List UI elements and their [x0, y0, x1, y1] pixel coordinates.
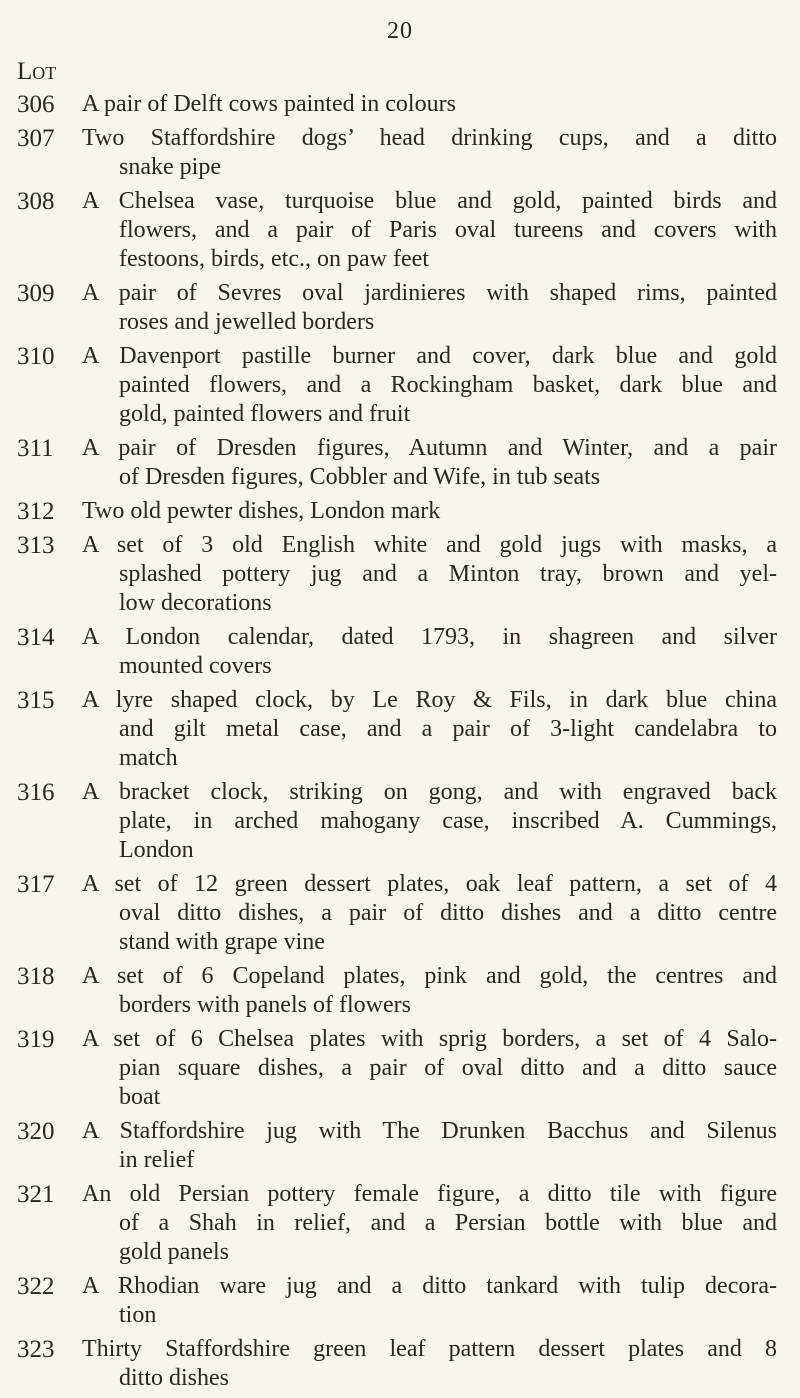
lot-description-line: A set of 6 Chelsea plates with sprig borders, a set of 4 Salo- — [82, 1026, 777, 1052]
lot-description-line: borders with panels of flowers — [119, 992, 411, 1018]
lot-number: 313 — [17, 532, 55, 559]
lot-description — [82, 1272, 777, 1330]
lot-description — [82, 870, 777, 957]
lot-number: 312 — [17, 498, 55, 525]
lot-number: 321 — [17, 1181, 55, 1208]
lot-list — [0, 90, 800, 1398]
lot-entry — [0, 90, 800, 119]
lot-description-line: A London calendar, dated 1793, in shagreen and silver — [82, 624, 777, 650]
lot-description-line: stand with grape vine — [119, 929, 325, 955]
lot-description-line: plate, in arched mahogany case, inscribed A. Cummings, — [119, 808, 777, 834]
lot-column-heading: Lot — [17, 58, 57, 85]
lot-description-line: A Chelsea vase, turquoise blue and gold, painted birds and — [82, 188, 777, 214]
lot-description — [82, 90, 777, 119]
lot-description-line: Two Staffordshire dogs’ head drinking cups, and a ditto — [82, 125, 777, 151]
lot-entry — [0, 342, 800, 429]
lot-description — [82, 124, 777, 182]
lot-description-line: A pair of Sevres oval jardinieres with shaped rims, painted — [82, 280, 777, 306]
lot-description-line: and gilt metal case, and a pair of 3-light candelabra to — [119, 716, 777, 742]
lot-description — [82, 497, 777, 526]
lot-entry — [0, 1025, 800, 1112]
lot-entry — [0, 962, 800, 1020]
lot-description — [82, 623, 777, 681]
lot-description-line: boat — [119, 1084, 161, 1110]
lot-number: 318 — [17, 963, 55, 990]
lot-description — [82, 1180, 777, 1267]
lot-number: 322 — [17, 1273, 55, 1300]
lot-entry — [0, 124, 800, 182]
lot-description-line: match — [119, 745, 178, 771]
lot-description — [82, 1335, 777, 1393]
lot-description-line: painted flowers, and a Rockingham basket, dark blue and — [119, 372, 777, 398]
lot-description — [82, 342, 777, 429]
lot-description-line: ditto dishes — [119, 1365, 230, 1391]
lot-number: 308 — [17, 188, 55, 215]
page-number: 20 — [387, 18, 413, 44]
lot-description — [82, 531, 777, 618]
lot-number: 314 — [17, 624, 55, 651]
lot-entry — [0, 1180, 800, 1267]
lot-entry — [0, 434, 800, 492]
lot-number: 323 — [17, 1336, 55, 1363]
lot-number: 311 — [17, 435, 54, 462]
lot-number: 310 — [17, 343, 55, 370]
lot-entry — [0, 778, 800, 865]
lot-description — [82, 434, 777, 492]
lot-description-line: An old Persian pottery female figure, a ditto tile with figure — [82, 1181, 777, 1207]
lot-entry — [0, 1272, 800, 1330]
lot-description — [82, 686, 777, 773]
lot-number: 309 — [17, 280, 55, 307]
lot-entry — [0, 279, 800, 337]
lot-description-line: Two old pewter dishes, London mark — [82, 498, 441, 524]
lot-description-line: gold panels — [119, 1239, 229, 1265]
lot-description-line: of a Shah in relief, and a Persian bottle with blue and — [119, 1210, 777, 1236]
lot-entry — [0, 1117, 800, 1175]
lot-description-line: A Davenport pastille burner and cover, dark blue and gold — [82, 343, 777, 369]
lot-entry — [0, 623, 800, 681]
lot-number: 307 — [17, 125, 55, 152]
lot-entry — [0, 531, 800, 618]
lot-description — [82, 962, 777, 1020]
lot-number: 316 — [17, 779, 55, 806]
lot-description-line: snake pipe — [119, 154, 221, 180]
lot-description-line: A set of 6 Copeland plates, pink and gold, the centres and — [82, 963, 777, 989]
lot-description — [82, 1117, 777, 1175]
lot-description-line: mounted covers — [119, 653, 272, 679]
lot-description-line: A lyre shaped clock, by Le Roy & Fils, in dark blue china — [82, 687, 777, 713]
lot-entry — [0, 870, 800, 957]
lot-description-line: A Rhodian ware jug and a ditto tankard with tulip decora- — [82, 1273, 777, 1299]
lot-description-line: oval ditto dishes, a pair of ditto dishes and a ditto centre — [119, 900, 777, 926]
lot-description-line: A bracket clock, striking on gong, and with engraved back — [82, 779, 777, 805]
lot-description-line: of Dresden figures, Cobbler and Wife, in tub seats — [119, 464, 601, 490]
lot-number: 306 — [17, 91, 55, 118]
lot-description-line: in relief — [119, 1147, 195, 1173]
lot-description-line: flowers, and a pair of Paris oval tureens and covers with — [119, 217, 777, 243]
lot-description-line: gold, painted flowers and fruit — [119, 401, 411, 427]
lot-entry — [0, 686, 800, 773]
lot-number: 319 — [17, 1026, 55, 1053]
lot-description-line: splashed pottery jug and a Minton tray, brown and yel- — [119, 561, 777, 587]
lot-description-line: festoons, birds, etc., on paw feet — [119, 246, 429, 272]
lot-description-line: London — [119, 837, 194, 863]
lot-entry — [0, 187, 800, 274]
lot-description-line: Thirty Staffordshire green leaf pattern dessert plates and 8 — [82, 1336, 777, 1362]
lot-description — [82, 279, 777, 337]
lot-description-line: tion — [119, 1302, 157, 1328]
lot-number: 320 — [17, 1118, 55, 1145]
lot-description-line: A set of 3 old English white and gold jugs with masks, a — [82, 532, 777, 558]
lot-description-line: A pair of Dresden figures, Autumn and Winter, and a pair — [82, 435, 777, 461]
lot-description-line: A Staffordshire jug with The Drunken Bacchus and Silenus — [82, 1118, 777, 1144]
lot-description-line: A pair of Delft cows painted in colours — [82, 91, 456, 117]
lot-entry — [0, 1335, 800, 1393]
lot-description-line: roses and jewelled borders — [119, 309, 375, 335]
lot-description — [82, 778, 777, 865]
lot-description-line: A set of 12 green dessert plates, oak leaf pattern, a set of 4 — [82, 871, 777, 897]
lot-description — [82, 1025, 777, 1112]
lot-description-line: low decorations — [119, 590, 272, 616]
lot-number: 317 — [17, 871, 55, 898]
lot-number: 315 — [17, 687, 55, 714]
lot-description — [82, 187, 777, 274]
lot-entry — [0, 497, 800, 526]
lot-description-line: pian square dishes, a pair of oval ditto and a ditto sauce — [119, 1055, 777, 1081]
